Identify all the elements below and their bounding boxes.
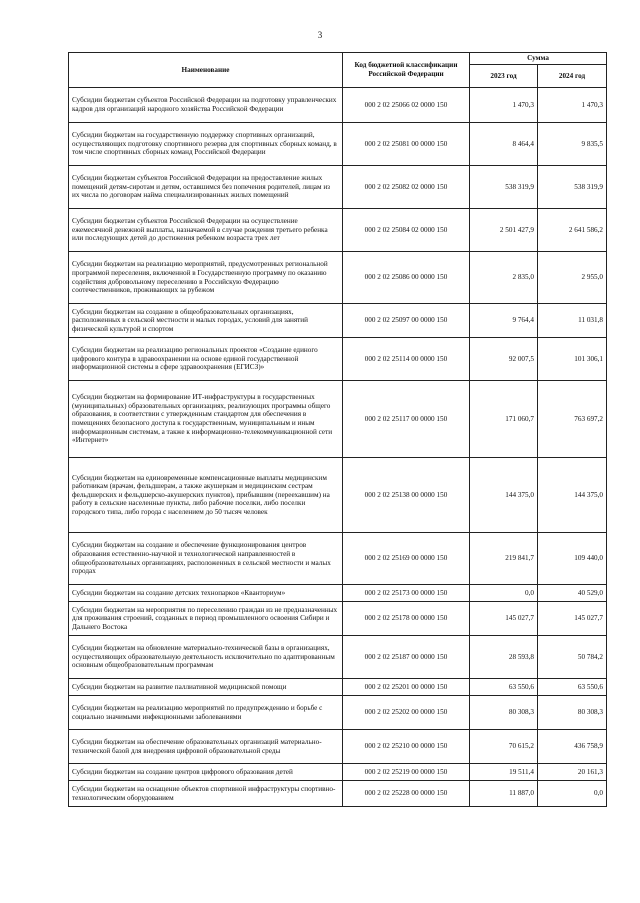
row-code-cell: 000 2 02 25097 00 0000 150 [343, 304, 470, 338]
row-2023-cell: 2 835,0 [470, 252, 538, 304]
row-2023-cell: 144 375,0 [470, 458, 538, 533]
row-2024-cell: 80 308,3 [538, 696, 607, 730]
row-code-cell: 000 2 02 25082 02 0000 150 [343, 166, 470, 209]
table-row [69, 764, 607, 781]
row-2023-cell: 70 615,2 [470, 730, 538, 764]
row-2023-cell: 171 060,7 [470, 381, 538, 458]
row-2023-cell: 80 308,3 [470, 696, 538, 730]
row-2024-cell: 109 440,0 [538, 533, 607, 585]
table-row [69, 252, 607, 304]
row-2024-cell: 2 955,0 [538, 252, 607, 304]
row-name-cell: Субсидии бюджетам субъектов Российской Федерации на осуществление ежемесячной денежной выплаты, назначаемой в случае рождения третьего ребенка или последующих детей до достижения ребенком возраста трех лет [69, 209, 343, 252]
row-2024-cell: 763 697,2 [538, 381, 607, 458]
row-2024-cell: 0,0 [538, 781, 607, 807]
row-code-cell: 000 2 02 25086 00 0000 150 [343, 252, 470, 304]
row-2024-cell: 1 470,3 [538, 88, 607, 123]
row-code-cell: 000 2 02 25117 00 0000 150 [343, 381, 470, 458]
row-name-cell: Субсидии бюджетам на мероприятия по переселению граждан из не предназначенных для проживания строений, созданных в период промышленного освоения Сибири и Дальнего Востока [69, 602, 343, 636]
row-2024-cell: 101 306,1 [538, 338, 607, 381]
row-code-cell: 000 2 02 25114 00 0000 150 [343, 338, 470, 381]
row-2024-cell: 436 758,9 [538, 730, 607, 764]
table-body [69, 88, 607, 807]
header-code: Код бюджетной классификации Российской Федерации [343, 53, 470, 88]
row-2024-cell: 145 027,7 [538, 602, 607, 636]
row-2024-cell: 63 550,6 [538, 679, 607, 696]
row-name-cell: Субсидии бюджетам на создание детских технопарков «Кванториум» [69, 585, 343, 602]
row-name-cell: Субсидии бюджетам на обновление материально-технической базы в организациях, осуществляющих образовательную деятельность исключительно по адаптированным основным общеобразовательным программам [69, 636, 343, 679]
row-code-cell: 000 2 02 25173 00 0000 150 [343, 585, 470, 602]
row-name-cell: Субсидии бюджетам на создание и обеспечение функционирования центров образования естественно-научной и технологической направленностей в общеобразовательных организациях, расположенных в сельской местности и малых городах [69, 533, 343, 585]
row-code-cell: 000 2 02 25201 00 0000 150 [343, 679, 470, 696]
table-row [69, 636, 607, 679]
table-row [69, 166, 607, 209]
table-row [69, 781, 607, 807]
row-2024-cell: 20 161,3 [538, 764, 607, 781]
table-row [69, 209, 607, 252]
table-row [69, 533, 607, 585]
table-row [69, 679, 607, 696]
table-row [69, 458, 607, 533]
row-2024-cell: 538 319,9 [538, 166, 607, 209]
row-name-cell: Субсидии бюджетам на создание в общеобразовательных организациях, расположенных в сельской местности и малых городах, условий для занятий физической культурой и спортом [69, 304, 343, 338]
row-code-cell: 000 2 02 25210 00 0000 150 [343, 730, 470, 764]
row-2023-cell: 219 841,7 [470, 533, 538, 585]
table-row [69, 585, 607, 602]
row-name-cell: Субсидии бюджетам субъектов Российской Федерации на подготовку управленческих кадров для организаций народного хозяйства Российской Федерации [69, 88, 343, 123]
row-name-cell: Субсидии бюджетам на обеспечение образовательных организаций материально-технической базой для внедрения цифровой образовательной среды [69, 730, 343, 764]
row-code-cell: 000 2 02 25138 00 0000 150 [343, 458, 470, 533]
header-2023: 2023 год [470, 65, 538, 88]
row-name-cell: Субсидии бюджетам на формирование ИТ-инфраструктуры в государственных (муниципальных) образовательных организациях, реализующих программы общего образования, в соответствии с утвержденным стандартом для обеспечения в помещениях безопасного доступа к государственным, муниципальным и иным информационным системам, а также к информационно-телекоммуникационной сети «Интернет» [69, 381, 343, 458]
header-sum: Сумма [470, 53, 607, 65]
row-2023-cell: 0,0 [470, 585, 538, 602]
budget-table [68, 52, 607, 807]
row-code-cell: 000 2 02 25084 02 0000 150 [343, 209, 470, 252]
row-name-cell: Субсидии бюджетам на развитие паллиативной медицинской помощи [69, 679, 343, 696]
row-2023-cell: 1 470,3 [470, 88, 538, 123]
row-code-cell: 000 2 02 25066 02 0000 150 [343, 88, 470, 123]
table-row [69, 304, 607, 338]
table-row [69, 123, 607, 166]
page-number: 3 [317, 30, 323, 40]
row-code-cell: 000 2 02 25187 00 0000 150 [343, 636, 470, 679]
table-row [69, 338, 607, 381]
row-code-cell: 000 2 02 25178 00 0000 150 [343, 602, 470, 636]
table-row [69, 381, 607, 458]
row-2023-cell: 19 511,4 [470, 764, 538, 781]
row-name-cell: Субсидии бюджетам на государственную поддержку спортивных организаций, осуществляющих подготовку спортивного резерва для спортивных сборных команд, в том числе спортивных сборных команд Российской Федерации [69, 123, 343, 166]
row-code-cell: 000 2 02 25202 00 0000 150 [343, 696, 470, 730]
row-2024-cell: 2 641 586,2 [538, 209, 607, 252]
row-name-cell: Субсидии бюджетам на оснащение объектов спортивной инфраструктуры спортивно-технологическим оборудованием [69, 781, 343, 807]
row-2023-cell: 2 501 427,9 [470, 209, 538, 252]
row-name-cell: Субсидии бюджетам на реализацию мероприятий по предупреждению и борьбе с социально значимыми инфекционными заболеваниями [69, 696, 343, 730]
table-row [69, 88, 607, 123]
row-name-cell: Субсидии бюджетам субъектов Российской Федерации на предоставление жилых помещений детям-сиротам и детям, оставшимся без попечения родителей, лицам из их числа по договорам найма специализированных жилых помещений [69, 166, 343, 209]
row-2023-cell: 63 550,6 [470, 679, 538, 696]
table-row [69, 730, 607, 764]
row-name-cell: Субсидии бюджетам на реализацию мероприятий, предусмотренных региональной программой переселения, включенной в Государственную программу по оказанию содействия добровольному переселению в Российскую Федерацию соотечественников, проживающих за рубежом [69, 252, 343, 304]
row-code-cell: 000 2 02 25081 00 0000 150 [343, 123, 470, 166]
row-2023-cell: 28 593,8 [470, 636, 538, 679]
header-2024: 2024 год [538, 65, 607, 88]
row-code-cell: 000 2 02 25219 00 0000 150 [343, 764, 470, 781]
row-2023-cell: 11 887,0 [470, 781, 538, 807]
row-2023-cell: 8 464,4 [470, 123, 538, 166]
row-2024-cell: 144 375,0 [538, 458, 607, 533]
row-2024-cell: 50 784,2 [538, 636, 607, 679]
row-code-cell: 000 2 02 25169 00 0000 150 [343, 533, 470, 585]
table-row [69, 696, 607, 730]
row-2023-cell: 92 007,5 [470, 338, 538, 381]
row-name-cell: Субсидии бюджетам на единовременные компенсационные выплаты медицинским работникам (врачам, фельдшерам, а также акушеркам и медицинским сестрам фельдшерских и фельдшерско-акушерских пунктов), прибывшим (переехавшим) на работу в сельские населенные пункты, либо рабочие поселки, либо поселки городского типа, либо города с населением до 50 тысяч человек [69, 458, 343, 533]
row-name-cell: Субсидии бюджетам на создание центров цифрового образования детей [69, 764, 343, 781]
row-name-cell: Субсидии бюджетам на реализацию региональных проектов «Создание единого цифрового контура в здравоохранении на основе единой государственной информационной системы в сфере здравоохранения (ЕГИСЗ)» [69, 338, 343, 381]
row-2023-cell: 9 764,4 [470, 304, 538, 338]
row-2024-cell: 40 529,0 [538, 585, 607, 602]
table-row [69, 602, 607, 636]
row-2023-cell: 538 319,9 [470, 166, 538, 209]
row-2024-cell: 9 835,5 [538, 123, 607, 166]
header-name: Наименование [69, 53, 343, 88]
row-code-cell: 000 2 02 25228 00 0000 150 [343, 781, 470, 807]
row-2024-cell: 11 031,8 [538, 304, 607, 338]
row-2023-cell: 145 027,7 [470, 602, 538, 636]
